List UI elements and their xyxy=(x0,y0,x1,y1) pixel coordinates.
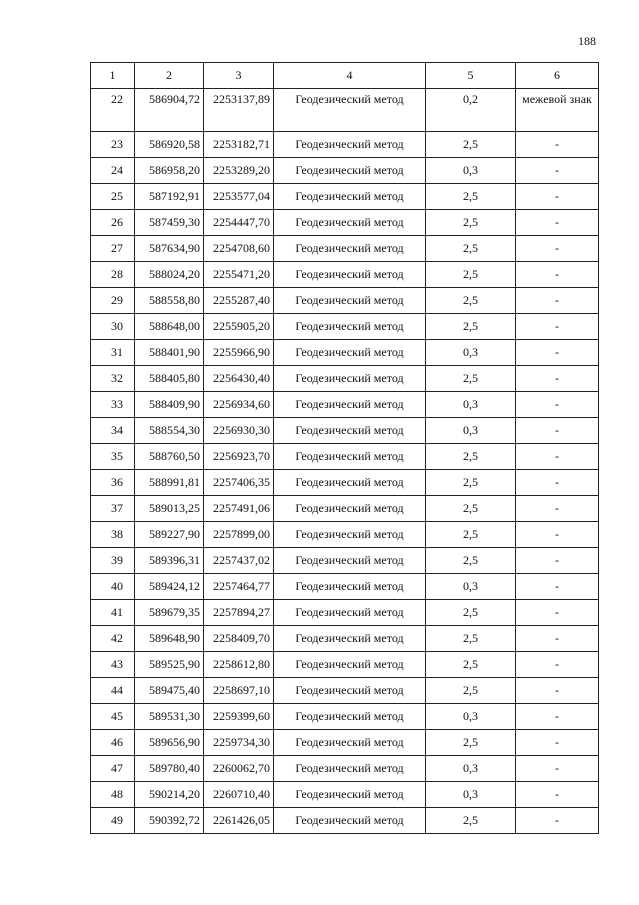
x-coordinate-cell: 588991,81 xyxy=(135,470,204,496)
marker-cell: - xyxy=(516,808,599,834)
method-cell: Геодезический метод xyxy=(274,756,426,782)
table-row xyxy=(91,418,599,444)
marker-cell: - xyxy=(516,522,599,548)
point-number-cell: 29 xyxy=(91,288,135,314)
point-number-cell: 24 xyxy=(91,158,135,184)
y-coordinate-cell: 2255905,20 xyxy=(204,314,274,340)
marker-cell: - xyxy=(516,548,599,574)
method-cell: Геодезический метод xyxy=(274,704,426,730)
accuracy-cell: 0,2 xyxy=(426,89,516,132)
table-row xyxy=(91,444,599,470)
table-row xyxy=(91,184,599,210)
marker-cell: - xyxy=(516,444,599,470)
table-row xyxy=(91,470,599,496)
method-cell: Геодезический метод xyxy=(274,158,426,184)
marker-cell: - xyxy=(516,418,599,444)
x-coordinate-cell: 588760,50 xyxy=(135,444,204,470)
page-number: 188 xyxy=(578,34,596,48)
x-coordinate-cell: 589475,40 xyxy=(135,678,204,704)
method-cell: Геодезический метод xyxy=(274,678,426,704)
point-number-cell: 32 xyxy=(91,366,135,392)
accuracy-cell: 0,3 xyxy=(426,756,516,782)
y-coordinate-cell: 2253577,04 xyxy=(204,184,274,210)
marker-cell: - xyxy=(516,184,599,210)
method-cell: Геодезический метод xyxy=(274,184,426,210)
y-coordinate-cell: 2254447,70 xyxy=(204,210,274,236)
table-row xyxy=(91,158,599,184)
method-cell: Геодезический метод xyxy=(274,808,426,834)
point-number-cell: 31 xyxy=(91,340,135,366)
method-cell: Геодезический метод xyxy=(274,730,426,756)
accuracy-cell: 2,5 xyxy=(426,652,516,678)
accuracy-cell: 2,5 xyxy=(426,522,516,548)
marker-cell: - xyxy=(516,236,599,262)
header-col-5: 5 xyxy=(426,63,516,89)
method-cell: Геодезический метод xyxy=(274,132,426,158)
marker-cell: - xyxy=(516,340,599,366)
point-number-cell: 38 xyxy=(91,522,135,548)
accuracy-cell: 2,5 xyxy=(426,808,516,834)
point-number-cell: 22 xyxy=(91,89,135,132)
point-number-cell: 28 xyxy=(91,262,135,288)
accuracy-cell: 2,5 xyxy=(426,548,516,574)
header-row xyxy=(91,63,599,89)
y-coordinate-cell: 2258612,80 xyxy=(204,652,274,678)
x-coordinate-cell: 588648,00 xyxy=(135,314,204,340)
marker-cell: - xyxy=(516,132,599,158)
x-coordinate-cell: 588405,80 xyxy=(135,366,204,392)
accuracy-cell: 0,3 xyxy=(426,418,516,444)
table-row xyxy=(91,366,599,392)
table-row xyxy=(91,574,599,600)
y-coordinate-cell: 2260062,70 xyxy=(204,756,274,782)
marker-cell: - xyxy=(516,392,599,418)
accuracy-cell: 2,5 xyxy=(426,444,516,470)
table-row xyxy=(91,522,599,548)
table-row xyxy=(91,704,599,730)
y-coordinate-cell: 2256930,30 xyxy=(204,418,274,444)
point-number-cell: 27 xyxy=(91,236,135,262)
header-col-4: 4 xyxy=(274,63,426,89)
table-row xyxy=(91,89,599,132)
y-coordinate-cell: 2253137,89 xyxy=(204,89,274,132)
accuracy-cell: 0,3 xyxy=(426,392,516,418)
accuracy-cell: 2,5 xyxy=(426,314,516,340)
method-cell: Геодезический метод xyxy=(274,652,426,678)
x-coordinate-cell: 587459,30 xyxy=(135,210,204,236)
y-coordinate-cell: 2261426,05 xyxy=(204,808,274,834)
table-body xyxy=(91,89,599,834)
marker-cell: - xyxy=(516,210,599,236)
marker-cell: межевой знак xyxy=(516,89,599,132)
y-coordinate-cell: 2257437,02 xyxy=(204,548,274,574)
table-row xyxy=(91,548,599,574)
method-cell: Геодезический метод xyxy=(274,522,426,548)
table-row xyxy=(91,314,599,340)
y-coordinate-cell: 2255471,20 xyxy=(204,262,274,288)
method-cell: Геодезический метод xyxy=(274,366,426,392)
table-row xyxy=(91,288,599,314)
accuracy-cell: 0,3 xyxy=(426,704,516,730)
table-row xyxy=(91,652,599,678)
marker-cell: - xyxy=(516,470,599,496)
y-coordinate-cell: 2257464,77 xyxy=(204,574,274,600)
point-number-cell: 26 xyxy=(91,210,135,236)
point-number-cell: 35 xyxy=(91,444,135,470)
point-number-cell: 42 xyxy=(91,626,135,652)
x-coordinate-cell: 587634,90 xyxy=(135,236,204,262)
accuracy-cell: 2,5 xyxy=(426,184,516,210)
table-row xyxy=(91,496,599,522)
y-coordinate-cell: 2257491,06 xyxy=(204,496,274,522)
method-cell: Геодезический метод xyxy=(274,314,426,340)
point-number-cell: 23 xyxy=(91,132,135,158)
marker-cell: - xyxy=(516,756,599,782)
point-number-cell: 33 xyxy=(91,392,135,418)
y-coordinate-cell: 2258409,70 xyxy=(204,626,274,652)
x-coordinate-cell: 589648,90 xyxy=(135,626,204,652)
method-cell: Геодезический метод xyxy=(274,210,426,236)
point-number-cell: 41 xyxy=(91,600,135,626)
x-coordinate-cell: 586904,72 xyxy=(135,89,204,132)
x-coordinate-cell: 586920,58 xyxy=(135,132,204,158)
x-coordinate-cell: 587192,91 xyxy=(135,184,204,210)
marker-cell: - xyxy=(516,496,599,522)
point-number-cell: 47 xyxy=(91,756,135,782)
table-row xyxy=(91,678,599,704)
method-cell: Геодезический метод xyxy=(274,236,426,262)
table-row xyxy=(91,262,599,288)
marker-cell: - xyxy=(516,158,599,184)
method-cell: Геодезический метод xyxy=(274,288,426,314)
y-coordinate-cell: 2256923,70 xyxy=(204,444,274,470)
point-number-cell: 36 xyxy=(91,470,135,496)
marker-cell: - xyxy=(516,652,599,678)
x-coordinate-cell: 589396,31 xyxy=(135,548,204,574)
marker-cell: - xyxy=(516,366,599,392)
y-coordinate-cell: 2257899,00 xyxy=(204,522,274,548)
y-coordinate-cell: 2253182,71 xyxy=(204,132,274,158)
y-coordinate-cell: 2257894,27 xyxy=(204,600,274,626)
header-col-3: 3 xyxy=(204,63,274,89)
x-coordinate-cell: 590392,72 xyxy=(135,808,204,834)
x-coordinate-cell: 588554,30 xyxy=(135,418,204,444)
method-cell: Геодезический метод xyxy=(274,418,426,444)
table-row xyxy=(91,808,599,834)
marker-cell: - xyxy=(516,600,599,626)
table-row xyxy=(91,782,599,808)
method-cell: Геодезический метод xyxy=(274,444,426,470)
y-coordinate-cell: 2256934,60 xyxy=(204,392,274,418)
x-coordinate-cell: 589656,90 xyxy=(135,730,204,756)
marker-cell: - xyxy=(516,626,599,652)
accuracy-cell: 2,5 xyxy=(426,132,516,158)
point-number-cell: 37 xyxy=(91,496,135,522)
table-row xyxy=(91,340,599,366)
point-number-cell: 44 xyxy=(91,678,135,704)
accuracy-cell: 2,5 xyxy=(426,210,516,236)
marker-cell: - xyxy=(516,288,599,314)
header-col-1: 1 xyxy=(91,63,135,89)
header-col-6: 6 xyxy=(516,63,599,89)
y-coordinate-cell: 2257406,35 xyxy=(204,470,274,496)
table-row xyxy=(91,626,599,652)
method-cell: Геодезический метод xyxy=(274,626,426,652)
point-number-cell: 49 xyxy=(91,808,135,834)
table-row xyxy=(91,392,599,418)
method-cell: Геодезический метод xyxy=(274,600,426,626)
method-cell: Геодезический метод xyxy=(274,496,426,522)
marker-cell: - xyxy=(516,730,599,756)
table-header xyxy=(91,63,599,89)
x-coordinate-cell: 589013,25 xyxy=(135,496,204,522)
accuracy-cell: 0,3 xyxy=(426,782,516,808)
method-cell: Геодезический метод xyxy=(274,89,426,132)
marker-cell: - xyxy=(516,314,599,340)
x-coordinate-cell: 588401,90 xyxy=(135,340,204,366)
accuracy-cell: 2,5 xyxy=(426,366,516,392)
coordinates-table xyxy=(90,62,599,834)
marker-cell: - xyxy=(516,782,599,808)
accuracy-cell: 0,3 xyxy=(426,340,516,366)
method-cell: Геодезический метод xyxy=(274,470,426,496)
y-coordinate-cell: 2259734,30 xyxy=(204,730,274,756)
accuracy-cell: 2,5 xyxy=(426,236,516,262)
x-coordinate-cell: 589531,30 xyxy=(135,704,204,730)
marker-cell: - xyxy=(516,678,599,704)
marker-cell: - xyxy=(516,704,599,730)
method-cell: Геодезический метод xyxy=(274,392,426,418)
y-coordinate-cell: 2255287,40 xyxy=(204,288,274,314)
point-number-cell: 25 xyxy=(91,184,135,210)
x-coordinate-cell: 589525,90 xyxy=(135,652,204,678)
header-col-2: 2 xyxy=(135,63,204,89)
method-cell: Геодезический метод xyxy=(274,340,426,366)
y-coordinate-cell: 2259399,60 xyxy=(204,704,274,730)
point-number-cell: 46 xyxy=(91,730,135,756)
x-coordinate-cell: 589424,12 xyxy=(135,574,204,600)
x-coordinate-cell: 588558,80 xyxy=(135,288,204,314)
method-cell: Геодезический метод xyxy=(274,548,426,574)
x-coordinate-cell: 589780,40 xyxy=(135,756,204,782)
x-coordinate-cell: 589679,35 xyxy=(135,600,204,626)
accuracy-cell: 0,3 xyxy=(426,158,516,184)
point-number-cell: 40 xyxy=(91,574,135,600)
accuracy-cell: 0,3 xyxy=(426,574,516,600)
point-number-cell: 48 xyxy=(91,782,135,808)
table-row xyxy=(91,236,599,262)
table-row xyxy=(91,756,599,782)
y-coordinate-cell: 2258697,10 xyxy=(204,678,274,704)
accuracy-cell: 2,5 xyxy=(426,288,516,314)
x-coordinate-cell: 588409,90 xyxy=(135,392,204,418)
y-coordinate-cell: 2260710,40 xyxy=(204,782,274,808)
accuracy-cell: 2,5 xyxy=(426,470,516,496)
method-cell: Геодезический метод xyxy=(274,782,426,808)
marker-cell: - xyxy=(516,262,599,288)
accuracy-cell: 2,5 xyxy=(426,496,516,522)
point-number-cell: 30 xyxy=(91,314,135,340)
method-cell: Геодезический метод xyxy=(274,262,426,288)
table-row xyxy=(91,210,599,236)
x-coordinate-cell: 588024,20 xyxy=(135,262,204,288)
x-coordinate-cell: 590214,20 xyxy=(135,782,204,808)
method-cell: Геодезический метод xyxy=(274,574,426,600)
y-coordinate-cell: 2256430,40 xyxy=(204,366,274,392)
accuracy-cell: 2,5 xyxy=(426,678,516,704)
table-row xyxy=(91,132,599,158)
x-coordinate-cell: 589227,90 xyxy=(135,522,204,548)
point-number-cell: 39 xyxy=(91,548,135,574)
accuracy-cell: 2,5 xyxy=(426,262,516,288)
table-row xyxy=(91,600,599,626)
accuracy-cell: 2,5 xyxy=(426,730,516,756)
point-number-cell: 45 xyxy=(91,704,135,730)
accuracy-cell: 2,5 xyxy=(426,600,516,626)
y-coordinate-cell: 2254708,60 xyxy=(204,236,274,262)
y-coordinate-cell: 2253289,20 xyxy=(204,158,274,184)
x-coordinate-cell: 586958,20 xyxy=(135,158,204,184)
point-number-cell: 34 xyxy=(91,418,135,444)
table-row xyxy=(91,730,599,756)
marker-cell: - xyxy=(516,574,599,600)
y-coordinate-cell: 2255966,90 xyxy=(204,340,274,366)
point-number-cell: 43 xyxy=(91,652,135,678)
accuracy-cell: 2,5 xyxy=(426,626,516,652)
